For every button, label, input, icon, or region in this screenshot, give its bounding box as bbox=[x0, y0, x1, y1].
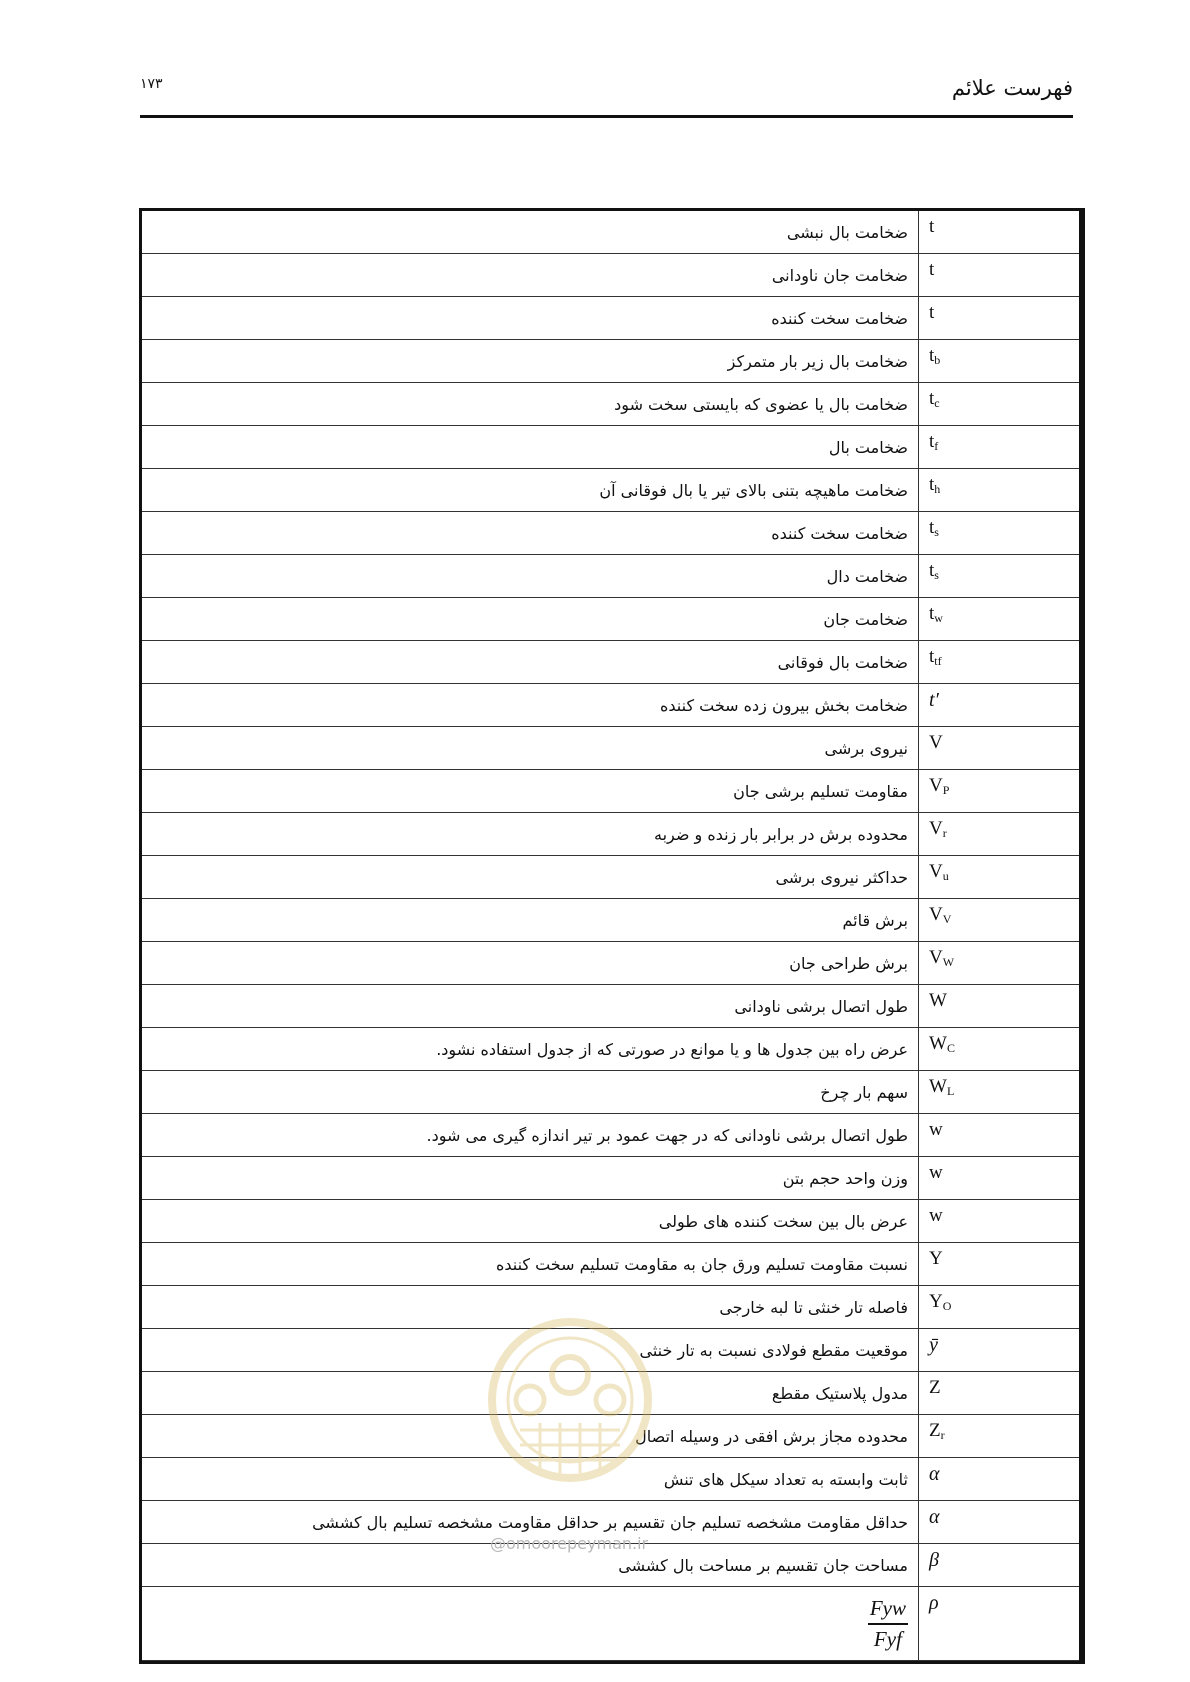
page-number: ۱۷۳ bbox=[140, 76, 163, 92]
symbol-cell bbox=[919, 985, 1081, 1028]
symbol-description: محدوده مجاز برش افقی در وسیله اتصال bbox=[142, 1415, 919, 1458]
symbol: t′ bbox=[929, 689, 939, 711]
symbol-cell bbox=[919, 856, 1081, 899]
symbol-description: ثابت وابسته به تعداد سیکل های تنش bbox=[142, 1458, 919, 1501]
symbol-cell bbox=[919, 1071, 1081, 1114]
symbol-subscript: P bbox=[942, 783, 950, 797]
page-title: فهرست علائم bbox=[951, 76, 1073, 100]
symbol-subscript: s bbox=[934, 568, 939, 582]
table-row bbox=[142, 1372, 1081, 1415]
symbol-cell bbox=[919, 899, 1081, 942]
symbol: V bbox=[929, 775, 943, 796]
symbol-description: فاصله تار خنثی تا لبه خارجی bbox=[142, 1286, 919, 1329]
symbol-cell bbox=[919, 1329, 1081, 1372]
table-row bbox=[142, 383, 1081, 426]
symbol: w bbox=[929, 1205, 943, 1226]
symbol: t bbox=[929, 646, 935, 667]
symbol-cell bbox=[919, 297, 1081, 340]
symbol-cell bbox=[919, 1501, 1081, 1544]
symbol-subscript: O bbox=[942, 1299, 952, 1313]
symbol-description: ضخامت بخش بیرون زده سخت کننده bbox=[142, 684, 919, 727]
symbol: Z bbox=[929, 1377, 941, 1398]
symbol-description: ضخامت بال فوقانی bbox=[142, 641, 919, 684]
symbol-subscript: h bbox=[934, 482, 941, 496]
symbol-cell bbox=[919, 1286, 1081, 1329]
symbol-description: برش قائم bbox=[142, 899, 919, 942]
table-row bbox=[142, 684, 1081, 727]
symbol-cell bbox=[919, 813, 1081, 856]
symbol-description: وزن واحد حجم بتن bbox=[142, 1157, 919, 1200]
fraction-denominator: Fyf bbox=[873, 1626, 902, 1651]
fraction-numerator: Fyw bbox=[868, 1596, 908, 1625]
table-row bbox=[142, 598, 1081, 641]
table-row bbox=[142, 211, 1081, 254]
symbol: V bbox=[929, 732, 943, 753]
symbol: t bbox=[929, 216, 935, 237]
symbol-description: حداکثر نیروی برشی bbox=[142, 856, 919, 899]
symbol-cell bbox=[919, 469, 1081, 512]
symbol: t bbox=[929, 345, 935, 366]
symbol: t bbox=[929, 603, 935, 624]
symbol-description: مقاومت تسلیم برشی جان bbox=[142, 770, 919, 813]
symbol-cell bbox=[919, 1587, 1081, 1661]
table-row bbox=[142, 770, 1081, 813]
symbol-cell bbox=[919, 426, 1081, 469]
symbol: t bbox=[929, 431, 935, 452]
symbol-subscript: r bbox=[942, 826, 947, 840]
symbol-description: ضخامت جان bbox=[142, 598, 919, 641]
symbol-description: ضخامت سخت کننده bbox=[142, 512, 919, 555]
table-row bbox=[142, 297, 1081, 340]
symbol-description: مدول پلاستیک مقطع bbox=[142, 1372, 919, 1415]
symbol: Y bbox=[929, 1291, 943, 1312]
table-row bbox=[142, 1458, 1081, 1501]
symbol: W bbox=[929, 1033, 947, 1054]
symbol-cell bbox=[919, 1243, 1081, 1286]
symbol: α bbox=[929, 1506, 940, 1528]
symbol-subscript: tf bbox=[934, 654, 942, 668]
table-row bbox=[142, 340, 1081, 383]
table-row bbox=[142, 813, 1081, 856]
symbol: w bbox=[929, 1162, 943, 1183]
symbol-cell bbox=[919, 1028, 1081, 1071]
symbol: t bbox=[929, 560, 935, 581]
symbol-subscript: s bbox=[934, 525, 939, 539]
symbol-description: ضخامت بال زیر بار متمرکز bbox=[142, 340, 919, 383]
symbol-cell bbox=[919, 512, 1081, 555]
fraction-cell bbox=[142, 1587, 919, 1661]
symbol: t bbox=[929, 474, 935, 495]
symbol-subscript: c bbox=[934, 396, 940, 410]
table-row bbox=[142, 899, 1081, 942]
table-row bbox=[142, 1071, 1081, 1114]
symbol-description: ضخامت بال یا عضوی که بایستی سخت شود bbox=[142, 383, 919, 426]
symbol-subscript: b bbox=[934, 353, 941, 367]
symbol-subscript: u bbox=[942, 869, 949, 883]
symbol: α bbox=[929, 1463, 940, 1485]
symbol-subscript: L bbox=[946, 1084, 955, 1098]
table-row bbox=[142, 727, 1081, 770]
symbol-cell bbox=[919, 942, 1081, 985]
table-row bbox=[142, 469, 1081, 512]
symbol-description: عرض بال بین سخت کننده های طولی bbox=[142, 1200, 919, 1243]
symbol-cell bbox=[919, 684, 1081, 727]
symbol: V bbox=[929, 818, 943, 839]
symbol-cell bbox=[919, 598, 1081, 641]
table-row bbox=[142, 641, 1081, 684]
symbol-description: مساحت جان تقسیم بر مساحت بال کششی bbox=[142, 1544, 919, 1587]
symbol-description: نیروی برشی bbox=[142, 727, 919, 770]
symbol-description: ضخامت جان ناودانی bbox=[142, 254, 919, 297]
symbols-table bbox=[139, 208, 1085, 1664]
symbol-description: ضخامت بال bbox=[142, 426, 919, 469]
symbol-subscript: C bbox=[946, 1041, 955, 1055]
symbol-subscript: V bbox=[942, 912, 952, 926]
table-row bbox=[142, 1587, 1081, 1661]
symbol-cell bbox=[919, 1544, 1081, 1587]
symbol-description: طول اتصال برشی ناودانی که در جهت عمود بر تیر اندازه گیری می شود. bbox=[142, 1114, 919, 1157]
symbol-cell bbox=[919, 1415, 1081, 1458]
symbol-subscript: r bbox=[940, 1428, 945, 1442]
table-row bbox=[142, 1329, 1081, 1372]
table-row bbox=[142, 985, 1081, 1028]
symbol-cell bbox=[919, 555, 1081, 598]
symbol: t bbox=[929, 517, 935, 538]
symbols-table-body bbox=[142, 211, 1081, 1661]
table-row bbox=[142, 1028, 1081, 1071]
table-row bbox=[142, 1415, 1081, 1458]
symbol-description: طول اتصال برشی ناودانی bbox=[142, 985, 919, 1028]
symbol: W bbox=[929, 1076, 947, 1097]
symbol-description: حداقل مقاومت مشخصه تسلیم جان تقسیم بر حداقل مقاومت مشخصه تسلیم بال کششی bbox=[142, 1501, 919, 1544]
table-row bbox=[142, 1114, 1081, 1157]
symbol-description: نسبت مقاومت تسلیم ورق جان به مقاومت تسلیم سخت کننده bbox=[142, 1243, 919, 1286]
symbol-cell bbox=[919, 770, 1081, 813]
symbol: β bbox=[929, 1549, 939, 1571]
symbol-cell bbox=[919, 1114, 1081, 1157]
symbol: V bbox=[929, 904, 943, 925]
symbol-cell bbox=[919, 211, 1081, 254]
table-row bbox=[142, 1286, 1081, 1329]
symbol-description: ضخامت دال bbox=[142, 555, 919, 598]
symbol-description: ضخامت ماهیچه بتنی بالای تیر یا بال فوقانی آن bbox=[142, 469, 919, 512]
symbol-description: ضخامت سخت کننده bbox=[142, 297, 919, 340]
symbol-description: ضخامت بال نبشی bbox=[142, 211, 919, 254]
symbol-cell bbox=[919, 254, 1081, 297]
table-row bbox=[142, 1243, 1081, 1286]
symbol-description: سهم بار چرخ bbox=[142, 1071, 919, 1114]
table-row bbox=[142, 856, 1081, 899]
symbol-subscript: w bbox=[934, 611, 943, 625]
symbol: Z bbox=[929, 1420, 941, 1441]
symbol: w bbox=[929, 1119, 943, 1140]
symbol-cell bbox=[919, 1157, 1081, 1200]
symbol-cell bbox=[919, 383, 1081, 426]
watermark-url: @omoorepeyman.ir bbox=[490, 1534, 649, 1553]
table-row bbox=[142, 512, 1081, 555]
symbol-subscript: f bbox=[934, 439, 939, 453]
symbol: ȳ bbox=[929, 1334, 938, 1356]
symbol-cell bbox=[919, 641, 1081, 684]
symbol-cell bbox=[919, 1372, 1081, 1415]
symbol-description: محدوده برش در برابر بار زنده و ضربه bbox=[142, 813, 919, 856]
page-header bbox=[140, 72, 1073, 118]
symbol-cell bbox=[919, 1200, 1081, 1243]
table-row bbox=[142, 426, 1081, 469]
table-row bbox=[142, 555, 1081, 598]
symbol-cell bbox=[919, 1458, 1081, 1501]
symbol: V bbox=[929, 861, 943, 882]
table-row bbox=[142, 254, 1081, 297]
symbol: W bbox=[929, 990, 947, 1011]
symbol-description: برش طراحی جان bbox=[142, 942, 919, 985]
symbol-description: عرض راه بین جدول ها و یا موانع در صورتی که از جدول استفاده نشود. bbox=[142, 1028, 919, 1071]
symbol: t bbox=[929, 259, 935, 280]
symbol: V bbox=[929, 947, 943, 968]
symbol: Y bbox=[929, 1248, 943, 1269]
symbol-description: موقعیت مقطع فولادی نسبت به تار خنثی bbox=[142, 1329, 919, 1372]
fraction bbox=[868, 1596, 908, 1652]
symbol-cell bbox=[919, 727, 1081, 770]
table-row bbox=[142, 1200, 1081, 1243]
symbol: t bbox=[929, 302, 935, 323]
table-row bbox=[142, 1157, 1081, 1200]
symbol-cell bbox=[919, 340, 1081, 383]
symbol: ρ bbox=[929, 1592, 939, 1614]
symbol: t bbox=[929, 388, 935, 409]
symbol-subscript: W bbox=[942, 955, 955, 969]
table-row bbox=[142, 942, 1081, 985]
